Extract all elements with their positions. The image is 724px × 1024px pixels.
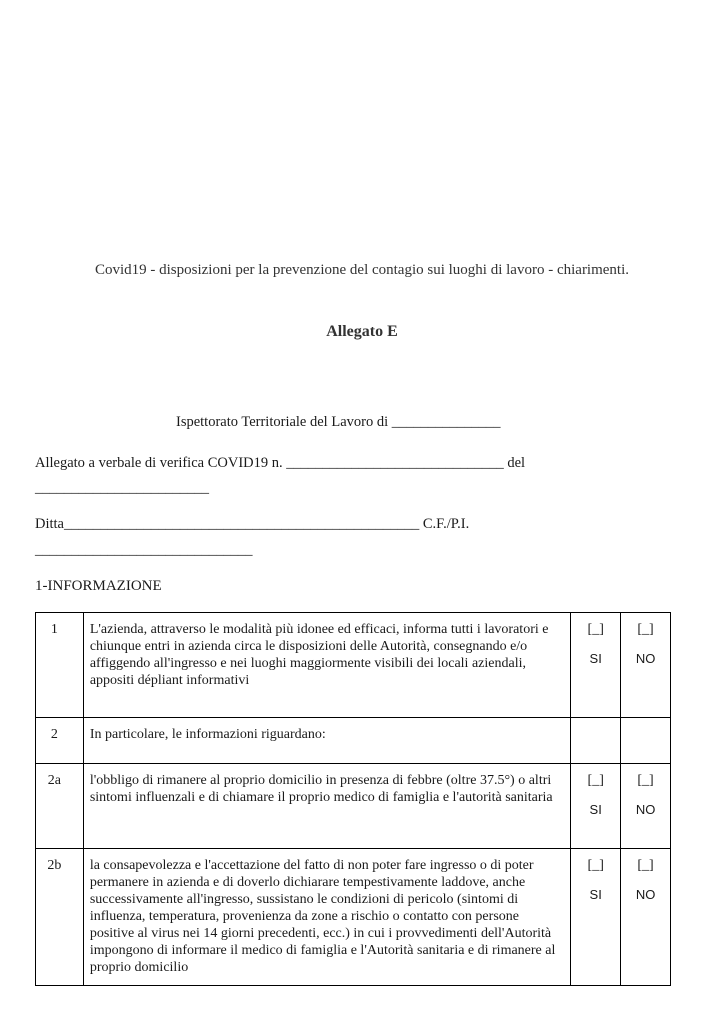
verbale-field: Allegato a verbale di verifica COVID19 n. ______________________________ del [35,455,526,471]
no-label: NO [635,651,656,666]
ditta-field: Ditta_________________________________________________ C.F./P.I. [35,516,470,532]
no-option[interactable] [621,849,671,986]
si-label: SI [589,887,602,902]
si-label: SI [589,651,602,666]
row-text: L'azienda, attraverso le modalità più idonee ed efficaci, informa tutti i lavoratori e chiunque entri in azienda circa le disposizioni delle Autorità, consegnando e/o affiggendo all'ingresso e nei luoghi maggiormente visibili dei locali aziendali, appositi dépliant informativi [83,613,570,718]
row-number: 2a [36,764,84,849]
document-title: Allegato E [326,323,398,340]
no-checkbox[interactable]: [_] [637,858,654,873]
verbale-date-field: ________________________ [35,480,209,496]
section-title: 1-INFORMAZIONE [35,578,162,594]
row-number: 2b [36,849,84,986]
no-option[interactable] [621,764,671,849]
no-label: NO [635,802,656,817]
checklist-table [35,612,671,986]
ispettorato-field: Ispettorato Territoriale del Lavoro di _______________ [176,414,501,430]
no-checkbox[interactable]: [_] [637,773,654,788]
si-option[interactable] [571,849,621,986]
row-number: 2 [36,718,84,764]
table-row [36,849,671,986]
si-label: SI [589,802,602,817]
row-number: 1 [36,613,84,718]
table-row [36,764,671,849]
no-option[interactable] [621,613,671,718]
cf-piva-field: ______________________________ [35,542,253,558]
table-row [36,613,671,718]
table-row [36,718,671,764]
si-checkbox[interactable]: [_] [587,858,604,873]
document-subtitle: Covid19 - disposizioni per la prevenzione del contagio sui luoghi di lavoro - chiarimenti. [94,262,630,278]
row-text: la consapevolezza e l'accettazione del fatto di non poter fare ingresso o di poter permanere in azienda e di doverlo dichiarare tempestivamente laddove, anche successivamente all'ingresso, sussistano le condizioni di pericolo (sintomi di influenza, temperatura, provenienza da zone a rischio o contatto con persone positive al virus nei 14 giorni precedenti, ecc.) in cui i provvedimenti dell'Autorità impongono di informare il medico di famiglia e l'Autorità sanitaria e di rimanere al proprio domicilio [83,849,570,986]
no-option-empty [621,718,671,764]
si-checkbox[interactable]: [_] [587,622,604,637]
si-option[interactable] [571,764,621,849]
si-option[interactable] [571,613,621,718]
si-checkbox[interactable]: [_] [587,773,604,788]
row-text: l'obbligo di rimanere al proprio domicilio in presenza di febbre (oltre 37.5°) o altri sintomi influenzali e di chiamare il proprio medico di famiglia e l'autorità sanitaria [83,764,570,849]
row-text: In particolare, le informazioni riguardano: [83,718,570,764]
no-checkbox[interactable]: [_] [637,622,654,637]
no-label: NO [635,887,656,902]
si-option-empty [571,718,621,764]
